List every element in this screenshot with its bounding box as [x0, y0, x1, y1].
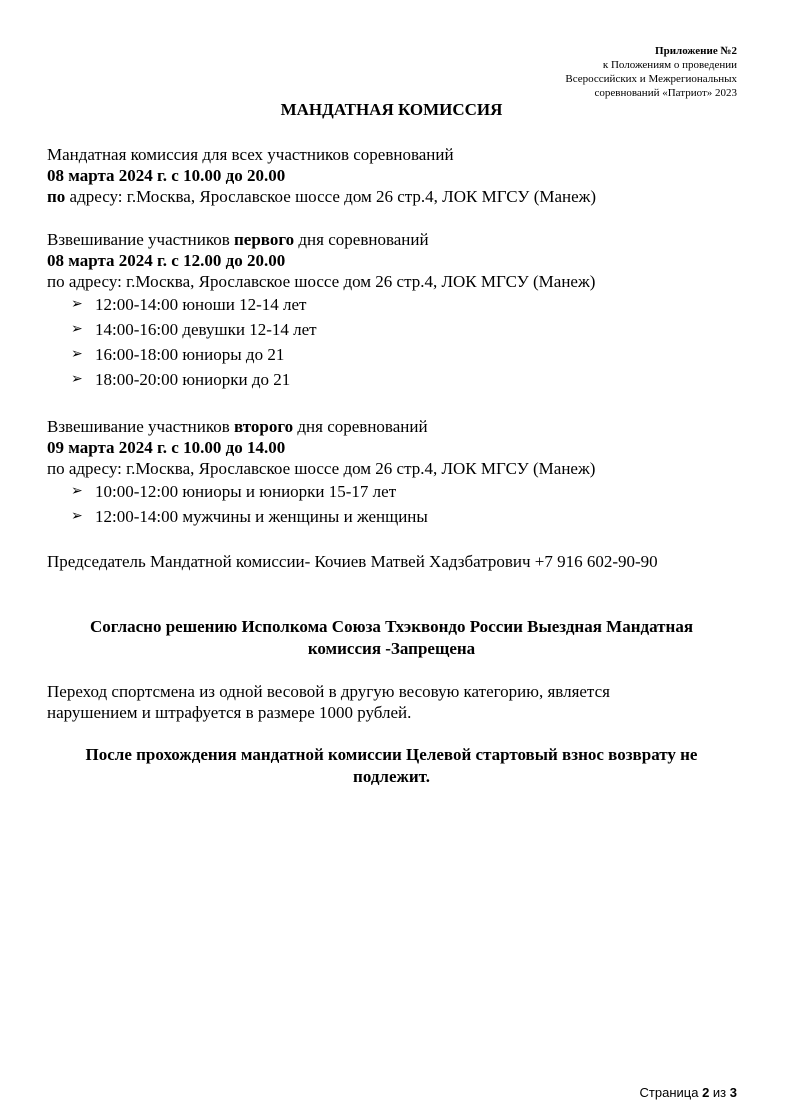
commission-address: [47, 186, 747, 207]
annex-line-1: к Положениям о проведении: [602, 59, 737, 71]
list-item-text: 12:00-14:00 юноши 12-14 лет: [95, 295, 307, 314]
list-item: [47, 292, 747, 317]
footer-prefix: Страница: [639, 1085, 703, 1100]
commission-section: [47, 144, 747, 207]
arrow-bullet-icon: ➢: [71, 321, 83, 337]
decision-line-2: комиссия -Запрещена: [307, 639, 476, 658]
day2-section: [47, 416, 747, 529]
day1-address: по адресу: г.Москва, Ярославское шоссе дом 26 стр.4, ЛОК МГСУ (Манеж): [47, 272, 596, 291]
day1-intro-before: Взвешивание участников: [47, 230, 234, 249]
annex-line-3: соревнований «Патриот» 2023: [594, 87, 737, 99]
day2-schedule-list: [47, 479, 747, 529]
annex-header: [565, 44, 737, 100]
footer-middle: из: [709, 1085, 730, 1100]
list-item-text: 10:00-12:00 юниоры и юниорки 15-17 лет: [95, 482, 397, 501]
arrow-bullet-icon: ➢: [71, 346, 83, 362]
day2-intro-after: дня соревнований: [293, 417, 428, 436]
list-item: [47, 317, 747, 342]
arrow-bullet-icon: ➢: [71, 296, 83, 312]
transfer-notice: [47, 681, 747, 723]
annex-line-2: Всероссийских и Межрегиональных: [565, 73, 737, 85]
decision-line-1: Согласно решению Исполкома Союза Тхэквондо России Выездная Мандатная: [89, 617, 694, 636]
commission-intro: Мандатная комиссия для всех участников соревнований: [47, 145, 454, 164]
total-page-count: 3: [729, 1085, 737, 1100]
commission-date: 08 марта 2024 г. с 10.00 до 20.00: [47, 166, 286, 185]
list-item: [47, 479, 747, 504]
day1-section: [47, 229, 747, 392]
page-number-footer: [640, 1085, 737, 1101]
chairman-line: Председатель Мандатной комиссии- Кочиев Матвей Хадзбатрович +7 916 602-90-90: [47, 552, 658, 571]
day1-schedule-list: [47, 292, 747, 392]
annex-title: Приложение №2: [655, 45, 737, 57]
commission-address-prefix: по: [47, 187, 66, 206]
list-item-text: 16:00-18:00 юниоры до 21: [95, 345, 285, 364]
day2-intro-before: Взвешивание участников: [47, 417, 234, 436]
list-item-text: 12:00-14:00 мужчины и женщины и женщины: [95, 507, 428, 526]
day1-intro: [47, 229, 747, 250]
day2-intro-bold: второго: [234, 417, 294, 436]
commission-address-text: адресу: г.Москва, Ярославское шоссе дом 26 стр.4, ЛОК МГСУ (Манеж): [65, 187, 597, 206]
page-title: МАНДАТНАЯ КОМИССИЯ: [280, 100, 503, 119]
refund-notice: [40, 744, 743, 788]
refund-line-2: подлежит.: [353, 767, 430, 786]
day2-intro: [47, 416, 747, 437]
day2-address: по адресу: г.Москва, Ярославское шоссе дом 26 стр.4, ЛОК МГСУ (Манеж): [47, 459, 596, 478]
arrow-bullet-icon: ➢: [71, 371, 83, 387]
arrow-bullet-icon: ➢: [71, 483, 83, 499]
arrow-bullet-icon: ➢: [71, 508, 83, 524]
list-item: [47, 504, 747, 529]
day2-date: 09 марта 2024 г. с 10.00 до 14.00: [47, 438, 286, 457]
refund-line-1: После прохождения мандатной комиссии Целевой стартовый взнос возврату не: [85, 745, 698, 764]
transfer-line-2: нарушением и штрафуется в размере 1000 рублей.: [47, 703, 412, 722]
day1-date: 08 марта 2024 г. с 12.00 до 20.00: [47, 251, 286, 270]
list-item: [47, 367, 747, 392]
list-item-text: 14:00-16:00 девушки 12-14 лет: [95, 320, 317, 339]
day1-intro-after: дня соревнований: [294, 230, 429, 249]
list-item: [47, 342, 747, 367]
list-item-text: 18:00-20:00 юниорки до 21: [95, 370, 291, 389]
current-page-number: 2: [702, 1085, 710, 1100]
decision-notice: [40, 616, 743, 660]
day1-intro-bold: первого: [234, 230, 295, 249]
transfer-line-1: Переход спортсмена из одной весовой в другую весовую категорию, является: [47, 682, 610, 701]
